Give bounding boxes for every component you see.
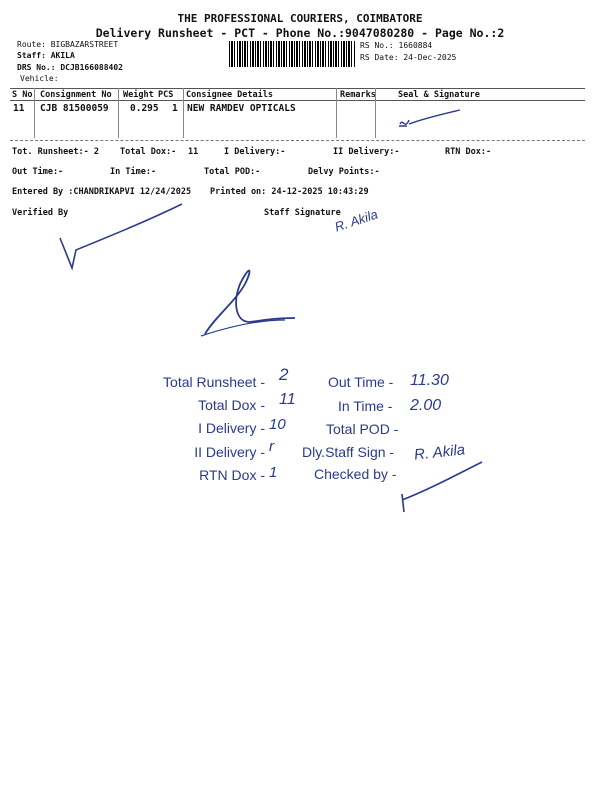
- out-time-label: Out Time:-: [12, 167, 64, 177]
- verified-by-label: Verified By: [12, 208, 69, 218]
- col-sno: S No: [12, 90, 33, 100]
- col-divider: [183, 88, 184, 138]
- large-signature-scribble: [195, 262, 305, 342]
- delvy-points-label: Delvy Points:-: [308, 167, 380, 177]
- i-delivery-label: I Delivery:-: [224, 147, 286, 157]
- entered-by: Entered By :CHANDRIKAPVI 12/24/2025: [12, 187, 192, 197]
- stamp-dly-staff-sign-label: Dly.Staff Sign -: [302, 444, 395, 460]
- staff-sign-handwriting: R. Akila: [332, 206, 380, 235]
- drs-number: DRS No.: DCJB166088402: [17, 63, 123, 72]
- col-consignment: Consignment No: [40, 90, 112, 100]
- ii-delivery-label: II Delivery:-: [333, 147, 400, 157]
- row-consignment: CJB 81500059: [40, 103, 109, 114]
- tot-runsheet: Tot. Runsheet:- 2: [12, 147, 99, 157]
- stamp-in-time-label: In Time -: [338, 398, 393, 414]
- rs-number: RS No.: 1660884: [360, 41, 433, 50]
- col-divider: [118, 88, 119, 138]
- stamp-ii-delivery-value: r: [269, 438, 274, 455]
- stamp-total-dox-label: Total Dox -: [198, 397, 265, 413]
- stamp-ii-delivery-label: II Delivery -: [194, 444, 265, 460]
- col-seal: Seal & Signature: [398, 90, 480, 100]
- route-label: Route: BIGBAZARSTREET: [17, 40, 119, 49]
- vehicle-label: Vehicle:: [20, 74, 59, 83]
- col-divider: [375, 88, 376, 138]
- stamp-out-time-label: Out Time -: [328, 374, 394, 390]
- stamp-total-runsheet-value: 2: [279, 365, 289, 384]
- stamp-total-pod-label: Total POD -: [326, 421, 399, 437]
- table-header-rule: [10, 100, 585, 101]
- stamp-i-delivery-value: 10: [269, 416, 286, 433]
- col-divider: [34, 88, 35, 138]
- staff-label: Staff: AKILA: [17, 51, 75, 60]
- col-weight: Weight: [123, 90, 154, 100]
- stamp-i-delivery-label: I Delivery -: [198, 420, 265, 436]
- row-consignee: NEW RAMDEV OPTICALS: [187, 103, 296, 114]
- stamp-total-dox-value: 11: [279, 391, 296, 408]
- staff-signature-label: Staff Signature: [264, 208, 341, 218]
- stamp-checked-by-label: Checked by -: [314, 466, 397, 482]
- col-pcs: PCS: [158, 90, 174, 100]
- total-dox-value: 11: [188, 147, 199, 157]
- stamp-dly-staff-sign-value: R. Akila: [413, 441, 466, 464]
- checked-by-signature-scribble: [398, 460, 488, 516]
- total-pod-label: Total POD:-: [204, 167, 261, 177]
- runsheet-title: Delivery Runsheet - PCT - Phone No.:9047080280 - Page No.:2: [95, 26, 505, 40]
- table-top-rule: [10, 88, 585, 89]
- col-remarks: Remarks: [340, 90, 376, 100]
- rs-date: RS Date: 24-Dec-2025: [360, 53, 457, 62]
- barcode: [229, 41, 356, 67]
- stamp-rtn-dox-value: 1: [269, 464, 278, 481]
- company-name: THE PROFESSIONAL COURIERS, COIMBATORE: [177, 12, 423, 25]
- in-time-label: In Time:-: [110, 167, 157, 177]
- col-divider: [336, 88, 337, 138]
- table-bottom-rule: [10, 140, 585, 141]
- row-signature-scribble: [395, 108, 465, 132]
- row-sno: 11: [13, 103, 25, 114]
- col-consignee: Consignee Details: [186, 90, 273, 100]
- stamp-total-runsheet-label: Total Runsheet -: [163, 374, 265, 390]
- row-weight: 0.295: [130, 103, 159, 114]
- stamp-rtn-dox-label: RTN Dox -: [199, 467, 265, 483]
- stamp-out-time-value: 11.30: [410, 372, 449, 389]
- printed-on: Printed on: 24-12-2025 10:43:29: [210, 187, 369, 197]
- row-pcs: 1: [172, 103, 178, 114]
- verified-check-scribble: [50, 200, 190, 275]
- stamp-in-time-value: 2.00: [410, 397, 442, 414]
- total-dox-label: Total Dox:-: [120, 147, 177, 157]
- rtn-dox-label: RTN Dox:-: [445, 147, 492, 157]
